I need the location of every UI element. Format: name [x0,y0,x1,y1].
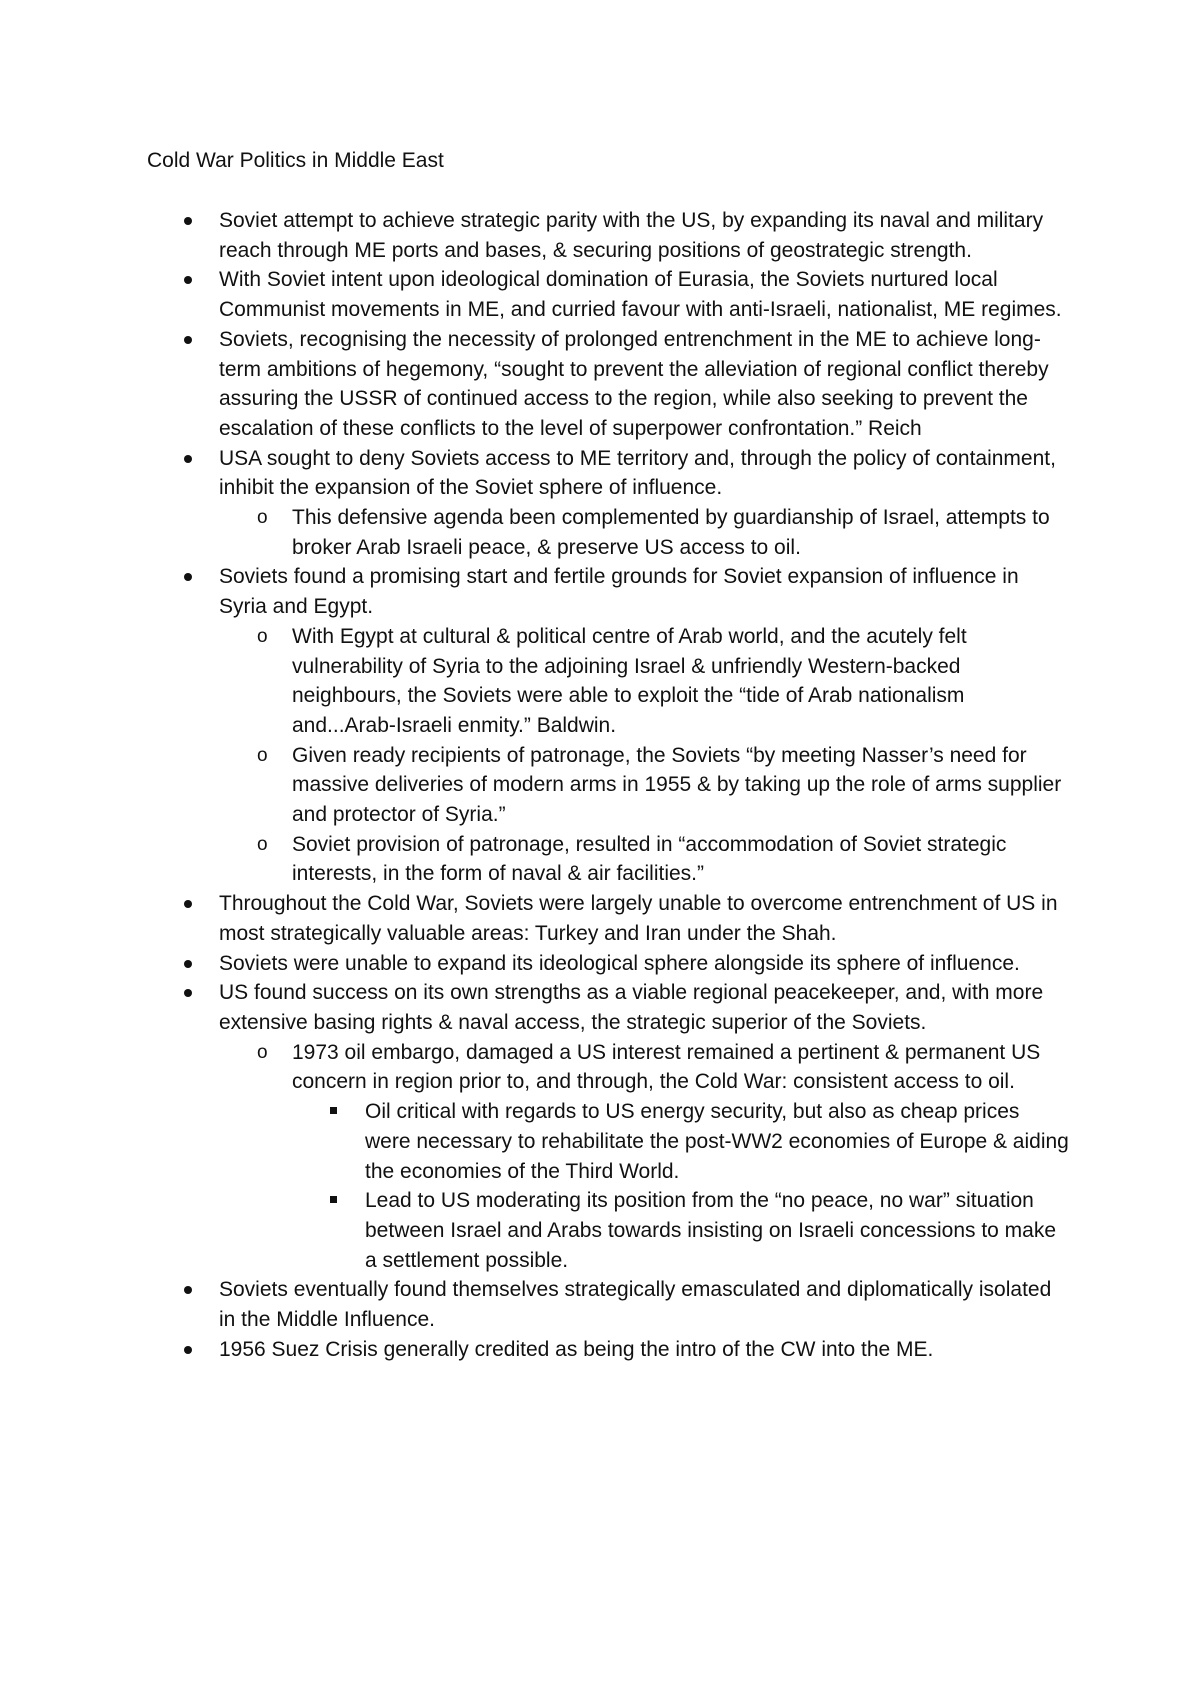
sub-list-item [257,830,1069,889]
list-item-text: With Egypt at cultural & political centre of Arab world, and the acutely felt vulnerability of Syria to the adjoining Israel & unfriendly Western-backed neighbours, the Soviets were able to exploit the “tide of Arab nationalism and...Arab-Israeli enmity.” Baldwin. [292,624,967,737]
list-item-text: Oil critical with regards to US energy security, but also as cheap prices were necessary to rehabilitate the post-WW2 economies of Europe & aiding the economies of the Third World. [365,1100,1069,1183]
circle-bullet-icon: o [257,625,268,647]
bullet-icon [184,336,192,344]
list-item-text: US found success on its own strengths as a viable regional peacekeeper, and, with more extensive basing rights & naval access, the strategic superior of the Soviets. [219,981,1044,1034]
list-item [219,1335,1069,1365]
sub-list-item [257,741,1069,830]
list-item [219,889,1069,948]
list-item [219,206,1069,265]
bullet-icon [184,989,192,997]
list-item [219,562,1069,621]
list-item [219,444,1069,503]
list-item [219,325,1069,444]
bullet-icon [184,276,192,284]
bullet-icon [184,573,192,581]
list-item-text: 1956 Suez Crisis generally credited as being the intro of the CW into the ME. [219,1337,934,1361]
sub-list-item [257,503,1069,562]
document-title: Cold War Politics in Middle East [147,149,444,172]
list-item-text: This defensive agenda been complemented by guardianship of Israel, attempts to broker Arab Israeli peace, & preserve US access to oil. [292,506,1050,559]
sub-sub-list-item [365,1186,1069,1275]
circle-bullet-icon: o [257,744,268,766]
bullet-icon [184,455,192,463]
list-item [219,978,1069,1037]
list-item [219,1275,1069,1334]
list-item-text: Soviets eventually found themselves strategically emasculated and diplomatically isolated in the Middle Influence. [219,1278,1052,1332]
square-bullet-icon [330,1196,337,1203]
list-item [219,265,1069,324]
list-item [219,949,1069,979]
list-item-text: Soviet provision of patronage, resulted in “accommodation of Soviet strategic interests, in the form of naval & air facilities.” [292,832,1007,886]
list-item-text: 1973 oil embargo, damaged a US interest remained a pertinent & permanent US concern in region prior to, and through, the Cold War: consistent access to oil. [292,1040,1041,1094]
sub-list-item [257,1038,1069,1097]
bullet-icon [184,900,192,908]
list-item-text: Soviets were unable to expand its ideological sphere alongside its sphere of influence. [219,951,1020,975]
list-item-text: Given ready recipients of patronage, the Soviets “by meeting Nasser’s need for massive deliveries of modern arms in 1955 & by taking up the role of arms supplier and protector of Syria.” [292,743,1062,827]
list-item-text: Soviets, recognising the necessity of prolonged entrenchment in the ME to achieve long-term ambitions of hegemony, “sought to prevent the alleviation of regional conflict thereby assuring the USSR of continued access to the region, while also seeking to prevent the escalation of these conflicts to the level of superpower confrontation.” Reich [219,327,1049,440]
circle-bullet-icon: o [257,1041,268,1063]
square-bullet-icon [330,1107,337,1114]
sub-list-item [257,622,1069,741]
bullet-icon [184,217,192,225]
bullet-icon [184,1346,192,1354]
list-item-text: Throughout the Cold War, Soviets were largely unable to overcome entrenchment of US in most strategically valuable areas: Turkey and Iran under the Shah. [219,892,1058,945]
list-item-text: Lead to US moderating its position from the “no peace, no war” situation between Israel and Arabs towards insisting on Israeli concessions to make a settlement possible. [365,1189,1057,1272]
bullet-icon [184,960,192,968]
circle-bullet-icon: o [257,833,268,855]
bullet-list [0,206,1200,1364]
bullet-icon [184,1286,192,1294]
list-item-text: With Soviet intent upon ideological domination of Eurasia, the Soviets nurtured local Communist movements in ME, and curried favour with anti-Israeli, nationalist, ME regimes. [219,268,1062,322]
list-item-text: USA sought to deny Soviets access to ME territory and, through the policy of containment, inhibit the expansion of the Soviet sphere of influence. [219,446,1056,500]
list-item-text: Soviet attempt to achieve strategic parity with the US, by expanding its naval and military reach through ME ports and bases, & securing positions of geostrategic strength. [219,209,1044,262]
sub-sub-list-item [365,1097,1069,1186]
circle-bullet-icon: o [257,507,268,529]
list-item-text: Soviets found a promising start and fertile grounds for Soviet expansion of influence in Syria and Egypt. [219,565,1019,619]
